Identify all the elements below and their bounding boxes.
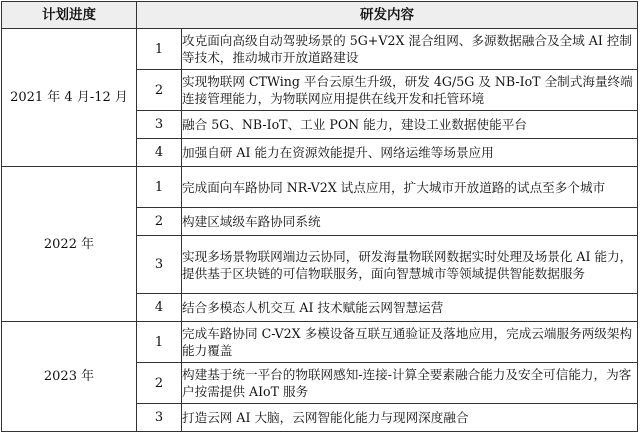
item-content: 打造云网 AI 大脑，云网智能化能力与现网深度融合	[182, 404, 638, 432]
item-content: 完成面向车路协同 NR-V2X 试点应用，扩大城市开放道路的试点至多个城市	[182, 167, 638, 208]
rd-plan-table	[1, 1, 638, 432]
item-content: 结合多模态人机交互 AI 技术赋能云网智慧运营	[182, 294, 638, 322]
item-number: 2	[137, 363, 182, 404]
item-number: 2	[137, 70, 182, 111]
item-number: 2	[137, 208, 182, 236]
period-cell: 2021 年 4 月-12 月	[2, 29, 137, 167]
item-number: 1	[137, 29, 182, 70]
item-content: 实现多场景物联网端边云协同，研发海量物联网数据实时处理及场景化 AI 能力，提供基于区块链的可信物联服务，面向智慧城市等领域提供智能数据服务	[182, 236, 638, 294]
item-number: 3	[137, 236, 182, 294]
item-content: 构建区域级车路协同系统	[182, 208, 638, 236]
item-number: 4	[137, 139, 182, 167]
item-number: 3	[137, 111, 182, 139]
header-period: 计划进度	[2, 2, 137, 29]
table-row	[2, 322, 638, 363]
header-row	[2, 2, 638, 29]
item-number: 3	[137, 404, 182, 432]
item-content: 实现物联网 CTWing 平台云原生升级，研发 4G/5G 及 NB-IoT 全制式海量终端连接管理能力，为物联网应用提供在线开发和托管环境	[182, 70, 638, 111]
item-number: 4	[137, 294, 182, 322]
item-content: 攻克面向高级自动驾驶场景的 5G+V2X 混合组网、多源数据融合及全域 AI 控制等技术，推动城市开放道路建设	[182, 29, 638, 70]
period-cell: 2022 年	[2, 167, 137, 322]
item-number: 1	[137, 167, 182, 208]
item-content: 融合 5G、NB-IoT、工业 PON 能力，建设工业数据使能平台	[182, 111, 638, 139]
item-content: 完成车路协同 C-V2X 多模设备互联互通验证及落地应用，完成云端服务两级架构能力覆盖	[182, 322, 638, 363]
header-content: 研发内容	[137, 2, 638, 29]
period-cell: 2023 年	[2, 322, 137, 432]
table-row	[2, 167, 638, 208]
item-content: 构建基于统一平台的物联网感知-连接-计算全要素融合能力及安全可信能力，为客户按需提供 AIoT 服务	[182, 363, 638, 404]
table-row	[2, 29, 638, 70]
item-number: 1	[137, 322, 182, 363]
item-content: 加强自研 AI 能力在资源效能提升、网络运维等场景应用	[182, 139, 638, 167]
